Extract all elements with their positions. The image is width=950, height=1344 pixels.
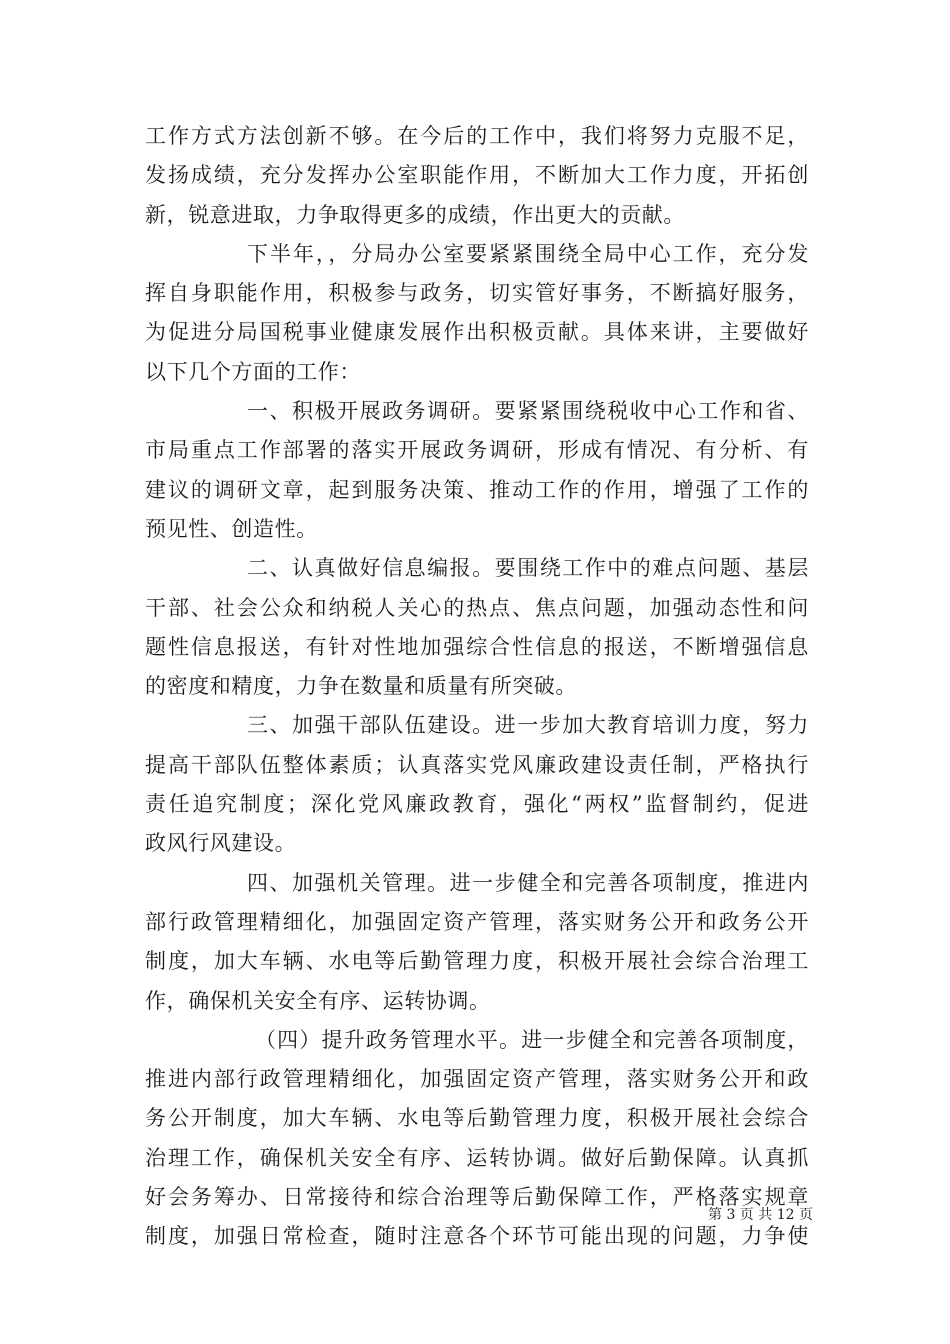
text-line: 治理工作，确保机关安全有序、运转协调。做好后勤保障。认真抓: [145, 1145, 809, 1170]
text-line: 推进内部行政管理精细化，加强固定资产管理，落实财务公开和政: [145, 1067, 809, 1092]
text-line: 预见性、创造性。: [145, 516, 318, 541]
text-line: 发扬成绩，充分发挥办公室职能作用，不断加大工作力度，开拓创: [145, 163, 809, 188]
text-line: 务公开制度，加大车辆、水电等后勤管理力度，积极开展社会综合: [145, 1106, 809, 1131]
text-line: 制度，加强日常检查，随时注意各个环节可能出现的问题，力争使: [145, 1224, 809, 1249]
text-line: 新，锐意进取，力争取得更多的成绩，作出更大的贡献。: [145, 202, 685, 227]
text-line: 的密度和精度，力争在数量和质量有所突破。: [145, 674, 577, 699]
text-line: 部行政管理精细化，加强固定资产管理，落实财务公开和政务公开: [145, 909, 809, 934]
document-body: [145, 117, 809, 1257]
page-number: 第 3 页 共 12 页: [708, 1207, 813, 1223]
text-line: 责任追究制度；深化党风廉政教育，强化“两权”监督制约，促进: [145, 792, 809, 817]
text-line: 挥自身职能作用，积极参与政务，切实管好事务，不断搞好服务，: [145, 281, 809, 306]
text-line: 干部、社会公众和纳税人关心的热点、焦点问题，加强动态性和问: [145, 595, 809, 620]
text-line: 工作方式方法创新不够。在今后的工作中，我们将努力克服不足，: [145, 124, 809, 148]
text-line: 市局重点工作部署的落实开展政务调研，形成有情况、有分析、有: [145, 438, 809, 463]
paragraph-first-line: （四）提升政务管理水平。进一步健全和完善各项制度，: [255, 1027, 809, 1052]
text-line: 好会务筹办、日常接待和综合治理等后勤保障工作，严格落实规章: [145, 1185, 809, 1210]
text-line: 政风行风建设。: [145, 831, 297, 856]
text-line: 为促进分局国税事业健康发展作出积极贡献。具体来讲，主要做好: [145, 320, 809, 345]
text-line: 建议的调研文章，起到服务决策、推动工作的作用，增强了工作的: [145, 477, 809, 502]
paragraph-first-line: 二、认真做好信息编报。要围绕工作中的难点问题、基层: [247, 556, 809, 581]
text-line: 提高干部队伍整体素质；认真落实党风廉政建设责任制，严格执行: [145, 752, 809, 777]
text-line: 以下几个方面的工作：: [145, 359, 361, 384]
text-line: 题性信息报送，有针对性地加强综合性信息的报送，不断增强信息: [145, 634, 809, 659]
text-line: 制度，加大车辆、水电等后勤管理力度，积极开展社会综合治理工: [145, 949, 809, 974]
paragraph-first-line: 一、积极开展政务调研。要紧紧围绕税收中心工作和省、: [247, 399, 809, 424]
text-line: 作，确保机关安全有序、运转协调。: [145, 988, 491, 1013]
paragraph-first-line: 三、加强干部队伍建设。进一步加大教育培训力度，努力: [247, 713, 809, 738]
paragraph-first-line: 下半年，，分局办公室要紧紧围绕全局中心工作，充分发: [247, 241, 809, 266]
paragraph-first-line: 四、加强机关管理。进一步健全和完善各项制度，推进内: [247, 870, 809, 895]
